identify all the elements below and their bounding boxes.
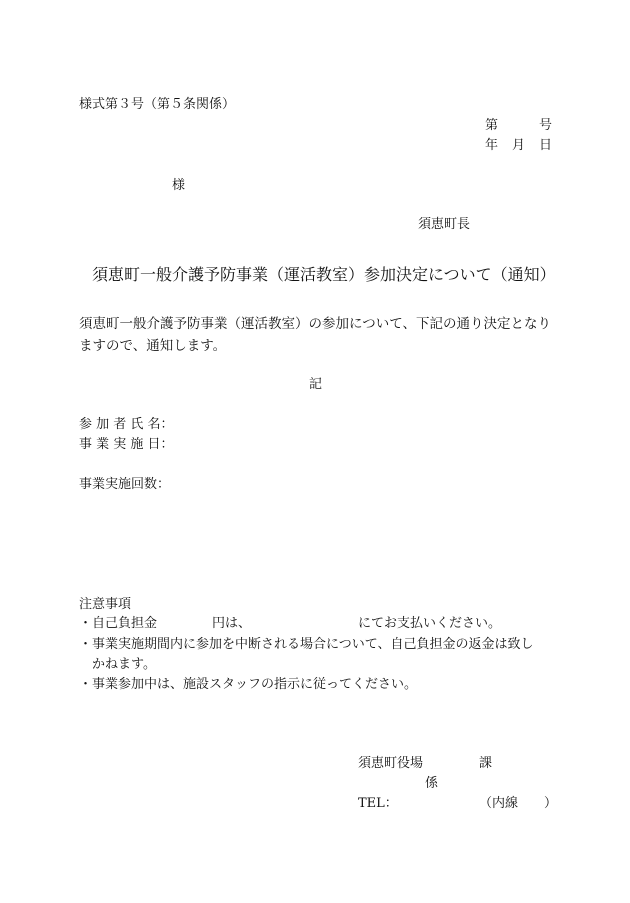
ki-heading: 記 <box>309 377 323 392</box>
body-line-2: ますので、通知します。 <box>79 338 227 354</box>
date-day: 日 <box>539 138 553 153</box>
note-3: ・事業参加中は、施設スタッフの指示に従ってください。 <box>79 677 418 692</box>
note-1-part-b: 円は、 <box>212 616 252 631</box>
field-implementation-date: 事 業 実 施 日： <box>79 437 174 452</box>
issuer: 須恵町長 <box>418 217 471 232</box>
date-year: 年 <box>485 138 499 153</box>
date-month: 月 <box>512 138 526 153</box>
field-implementation-count: 事業実施回数： <box>79 477 171 492</box>
note-2-line-1: ・事業実施期間内に参加を中断される場合について、自己負担金の返金は致し <box>79 637 534 652</box>
contact-office: 須恵町役場 <box>358 756 424 771</box>
contact-extension: （内線 ） <box>479 796 558 811</box>
document-title: 須恵町一般介護予防事業（運活教室）参加決定について（通知） <box>92 265 556 284</box>
contact-tel: TEL： <box>358 796 398 811</box>
note-1-part-c: にてお支払いください。 <box>358 616 502 631</box>
note-1-part-a: ・自己負担金 <box>79 616 158 631</box>
contact-ka: 課 <box>479 756 493 771</box>
number-dai: 第 <box>485 118 499 133</box>
note-2-line-2: かねます。 <box>92 657 156 672</box>
form-label: 様式第３号（第５条関係） <box>79 97 236 112</box>
contact-kakari: 係 <box>425 776 439 791</box>
notes-heading: 注意事項 <box>79 597 132 612</box>
addressee-suffix: 様 <box>172 178 186 193</box>
number-go: 号 <box>539 118 553 133</box>
body-line-1: 須恵町一般介護予防事業（運活教室）の参加について、下記の通り決定となり <box>79 316 551 332</box>
field-participant-name: 参 加 者 氏 名： <box>79 417 174 432</box>
